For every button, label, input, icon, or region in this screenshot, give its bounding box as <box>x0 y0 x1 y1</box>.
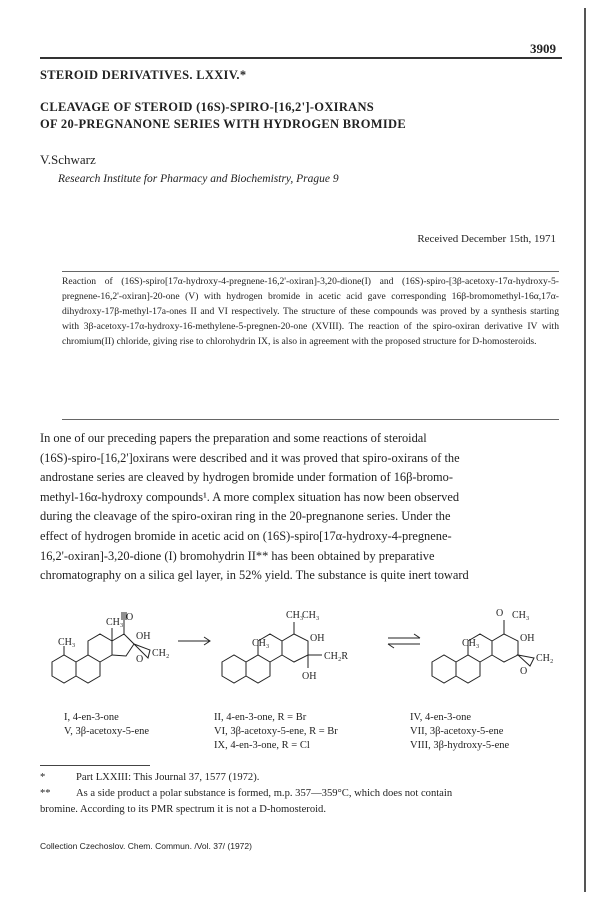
footnote-text: As a side product a polar substance is formed, m.p. 357—359°C, which does not contain <box>76 788 453 799</box>
footnote-rule <box>40 765 150 766</box>
caption-line: I, 4-en-3-one <box>64 712 119 723</box>
body-line: during the cleavage of the spiro-oxiran ring in the 20-pregnanone series. Under the <box>40 509 451 524</box>
received-date: Received December 15th, 1971 <box>417 233 556 245</box>
body-line: methyl-16α-hydroxy compounds¹. A more complex situation has now been observed <box>40 489 460 504</box>
body-line: In one of our preceding papers the preparation and some reactions of steroidal <box>40 431 427 445</box>
structure-IV <box>432 608 553 683</box>
title-line: CLEAVAGE OF STEROID (16S)-SPIRO-[16,2']-OXIRANS <box>40 100 375 114</box>
ch2-label: CH₂ <box>536 653 554 664</box>
ch3-label: CH₃ <box>286 610 304 621</box>
hydroxy-label: OH <box>136 631 151 642</box>
abstract: Reaction of (16S)-spiro[17α-hydroxy-4-pregnene-16,2'-oxiran]-3,20-dione(I) and (16S)-spiro-[3β-acetoxy-17α-hydroxy-5-pregnene-16,2'-oxiran]-20-one (V) with hydrogen bromide in acetic acid gave corresponding 16β-bromomethyl-16α,17α-dihydroxy-17β-methyl-17a-ones II and VI respectively. The structure of these compounds was proved by a synthesis starting with 3β-acetoxy-17α-hydroxy-16-methylene-5-pregnen-20-one (XVIII). The reaction of the spiro-oxiran derivative IV with chromium(II) chloride, giving rise to chlorohydrin IX, is also in agreement with the proposed structure for D-homosteroids. <box>62 271 559 349</box>
footnote-mark: * <box>40 772 46 783</box>
hydroxy-label: OH <box>520 633 535 644</box>
hydroxy-label: OH <box>302 671 317 682</box>
footnote-mark: ** <box>40 788 51 799</box>
reaction-arrow <box>178 637 210 645</box>
header-rule <box>40 57 562 59</box>
body-line: effect of hydrogen bromide in acetic acid on (16S)-spiro[17α-hydroxy-4-pregnene- <box>40 528 452 543</box>
footnote <box>40 786 560 802</box>
journal-line: Collection Czechoslov. Chem. Commun. /Vol. 37/ (1972) <box>40 841 252 851</box>
body-paragraph <box>40 429 560 586</box>
author: V.Schwarz <box>40 152 96 167</box>
caption-structure-IV <box>410 711 509 753</box>
title-line: OF 20-PREGNANONE SERIES WITH HYDROGEN BROMIDE <box>40 117 406 131</box>
ch3-label: CH₃ <box>58 637 76 648</box>
body-line: chromatography on a silica gel layer, in 52% yield. The substance is quite inert toward <box>40 568 469 583</box>
body-line: 16,2'-oxiran]-3,20-dione (I) bromohydrin II** has been obtained by preparative <box>40 548 435 563</box>
ch2r-label: CH₂R <box>324 651 349 662</box>
ch2-label: CH₂ <box>152 648 170 659</box>
ch3-label: CH₃ <box>462 638 480 649</box>
footnote <box>40 802 560 818</box>
ch3-label: CH₃ <box>106 617 124 628</box>
caption-line: VIII, 3β-hydroxy-5-ene <box>410 740 510 751</box>
caption-line: V, 3β-acetoxy-5-ene <box>64 726 150 737</box>
oxygen-label: O <box>520 666 528 677</box>
caption-line: IV, 4-en-3-one <box>410 712 472 723</box>
body-line: (16S)-spiro-[16,2']oxirans were described and it was proved that spiro-oxirans of the <box>40 450 460 465</box>
caption-line: VI, 3β-acetoxy-5-ene, R = Br <box>214 726 338 737</box>
page-edge-bar <box>584 8 586 892</box>
footnotes <box>40 770 560 818</box>
ch3-label: CH₃ <box>512 610 530 621</box>
caption-line: VII, 3β-acetoxy-5-ene <box>410 726 504 737</box>
equilibrium-arrow <box>388 634 420 648</box>
oxygen-label: O <box>126 612 134 623</box>
oxygen-label: O <box>136 654 144 665</box>
ch3-label: CH₃ <box>252 638 270 649</box>
ch3-label: CH₃ <box>302 610 320 621</box>
footnote <box>40 770 560 786</box>
footnote-text: Part LXXIII: This Journal 37, 1577 (1972). <box>76 772 260 783</box>
caption-line: IX, 4-en-3-one, R = Cl <box>214 740 310 751</box>
caption-line: II, 4-en-3-one, R = Br <box>214 712 307 723</box>
oxygen-label: O <box>496 608 504 619</box>
structure-II <box>222 610 348 683</box>
reaction-scheme <box>40 598 560 708</box>
series-heading: STEROID DERIVATIVES. LXXIV.* <box>40 68 247 82</box>
paper-title <box>40 99 560 133</box>
structure-I <box>52 612 169 683</box>
hydroxy-label: OH <box>310 633 325 644</box>
footnote-text: bromine. According to its PMR spectrum it is not a D-homosteroid. <box>40 804 327 815</box>
page-number: 3909 <box>530 41 556 56</box>
caption-structure-I <box>64 711 149 739</box>
body-line: androstane series are cleaved by hydrogen bromide under formation of 16β-bromo- <box>40 470 453 485</box>
institute: Research Institute for Pharmacy and Biochemistry, Prague 9 <box>58 173 339 185</box>
caption-structure-II <box>214 711 338 753</box>
abstract-rule <box>62 419 559 420</box>
